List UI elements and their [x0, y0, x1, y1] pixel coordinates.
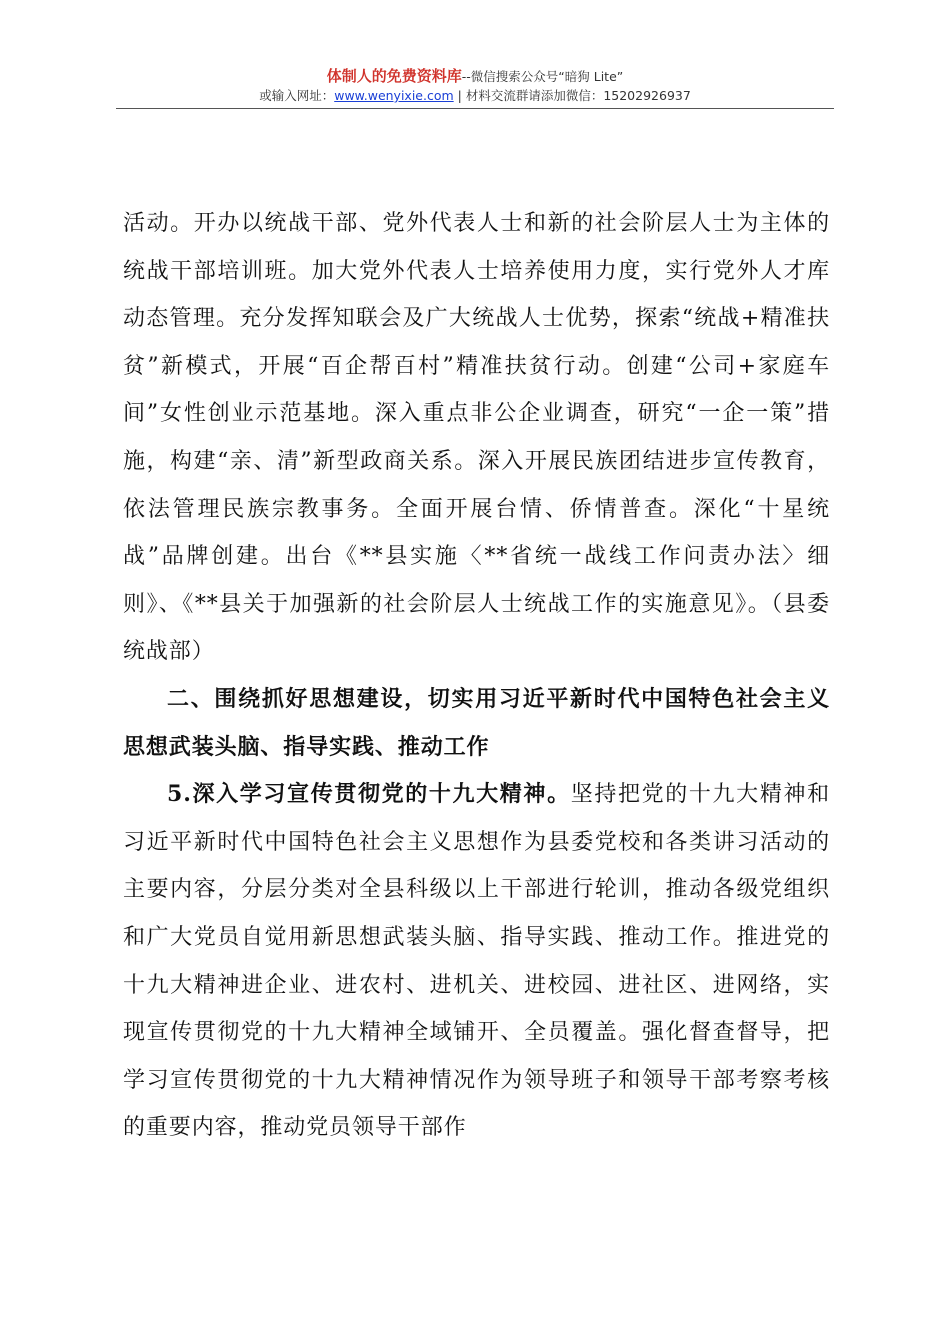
paragraph-continued: 活动。开办以统战干部、党外代表人士和新的社会阶层人士为主体的统战干部培训班。加大党外代表人士培养使用力度，实行党外人才库动态管理。充分发挥知联会及广大统战人士优势，探索“统战+精准扶贫”新模式，开展“百企帮百村”精准扶贫行动。创建“公司+家庭车间”女性创业示范基地。深入重点非公企业调查，研究“一企一策”措施，构建“亲、清”新型政商关系。深入开展民族团结进步宣传教育，依法管理民族宗教事务。全面开展台情、侨情普查。深化“十星统战”品牌创建。出台《**县实施〈**省统一战线工作问责办法〉细则》、《**县关于加强新的社会阶层人士统战工作的实施意见》。（县委统战部） — [123, 211, 830, 665]
item-5-lead: 5.深入学习宣传贯彻党的十九大精神。 — [167, 781, 571, 808]
header-url-prefix: 或输入网址： — [259, 88, 335, 103]
paragraph-item-5 — [123, 771, 830, 1152]
header-title-line — [0, 66, 950, 87]
section-heading: 二、围绕抓好思想建设，切实用习近平新时代中国特色社会主义思想武装头脑、指导实践、推动工作 — [123, 686, 830, 760]
header-brand-suffix: --微信搜索公众号“暗狗 Lite” — [461, 69, 624, 84]
page-header — [0, 66, 950, 105]
header-url-link[interactable]: www.wenyixie.com — [334, 88, 454, 103]
header-brand: 体制人的免费资料库 — [326, 67, 462, 85]
header-divider — [116, 108, 834, 109]
document-body — [123, 200, 830, 1152]
header-url-line — [0, 87, 950, 105]
item-5-text: 坚持把党的十九大精神和习近平新时代中国特色社会主义思想作为县委党校和各类讲习活动的主要内容，分层分类对全县科级以上干部进行轮训，推动各级党组织和广大党员自觉用新思想武装头脑、指导实践、推动工作。推进党的十九大精神进企业、进农村、进机关、进校园、进社区、进网络，实现宣传贯彻党的十九大精神全域铺开、全员覆盖。强化督查督导，把学习宣传贯彻党的十九大精神情况作为领导班子和领导干部考察考核的重要内容，推动党员领导干部作 — [123, 782, 830, 1141]
header-contact: | 材料交流群请添加微信：15202926937 — [453, 88, 691, 103]
